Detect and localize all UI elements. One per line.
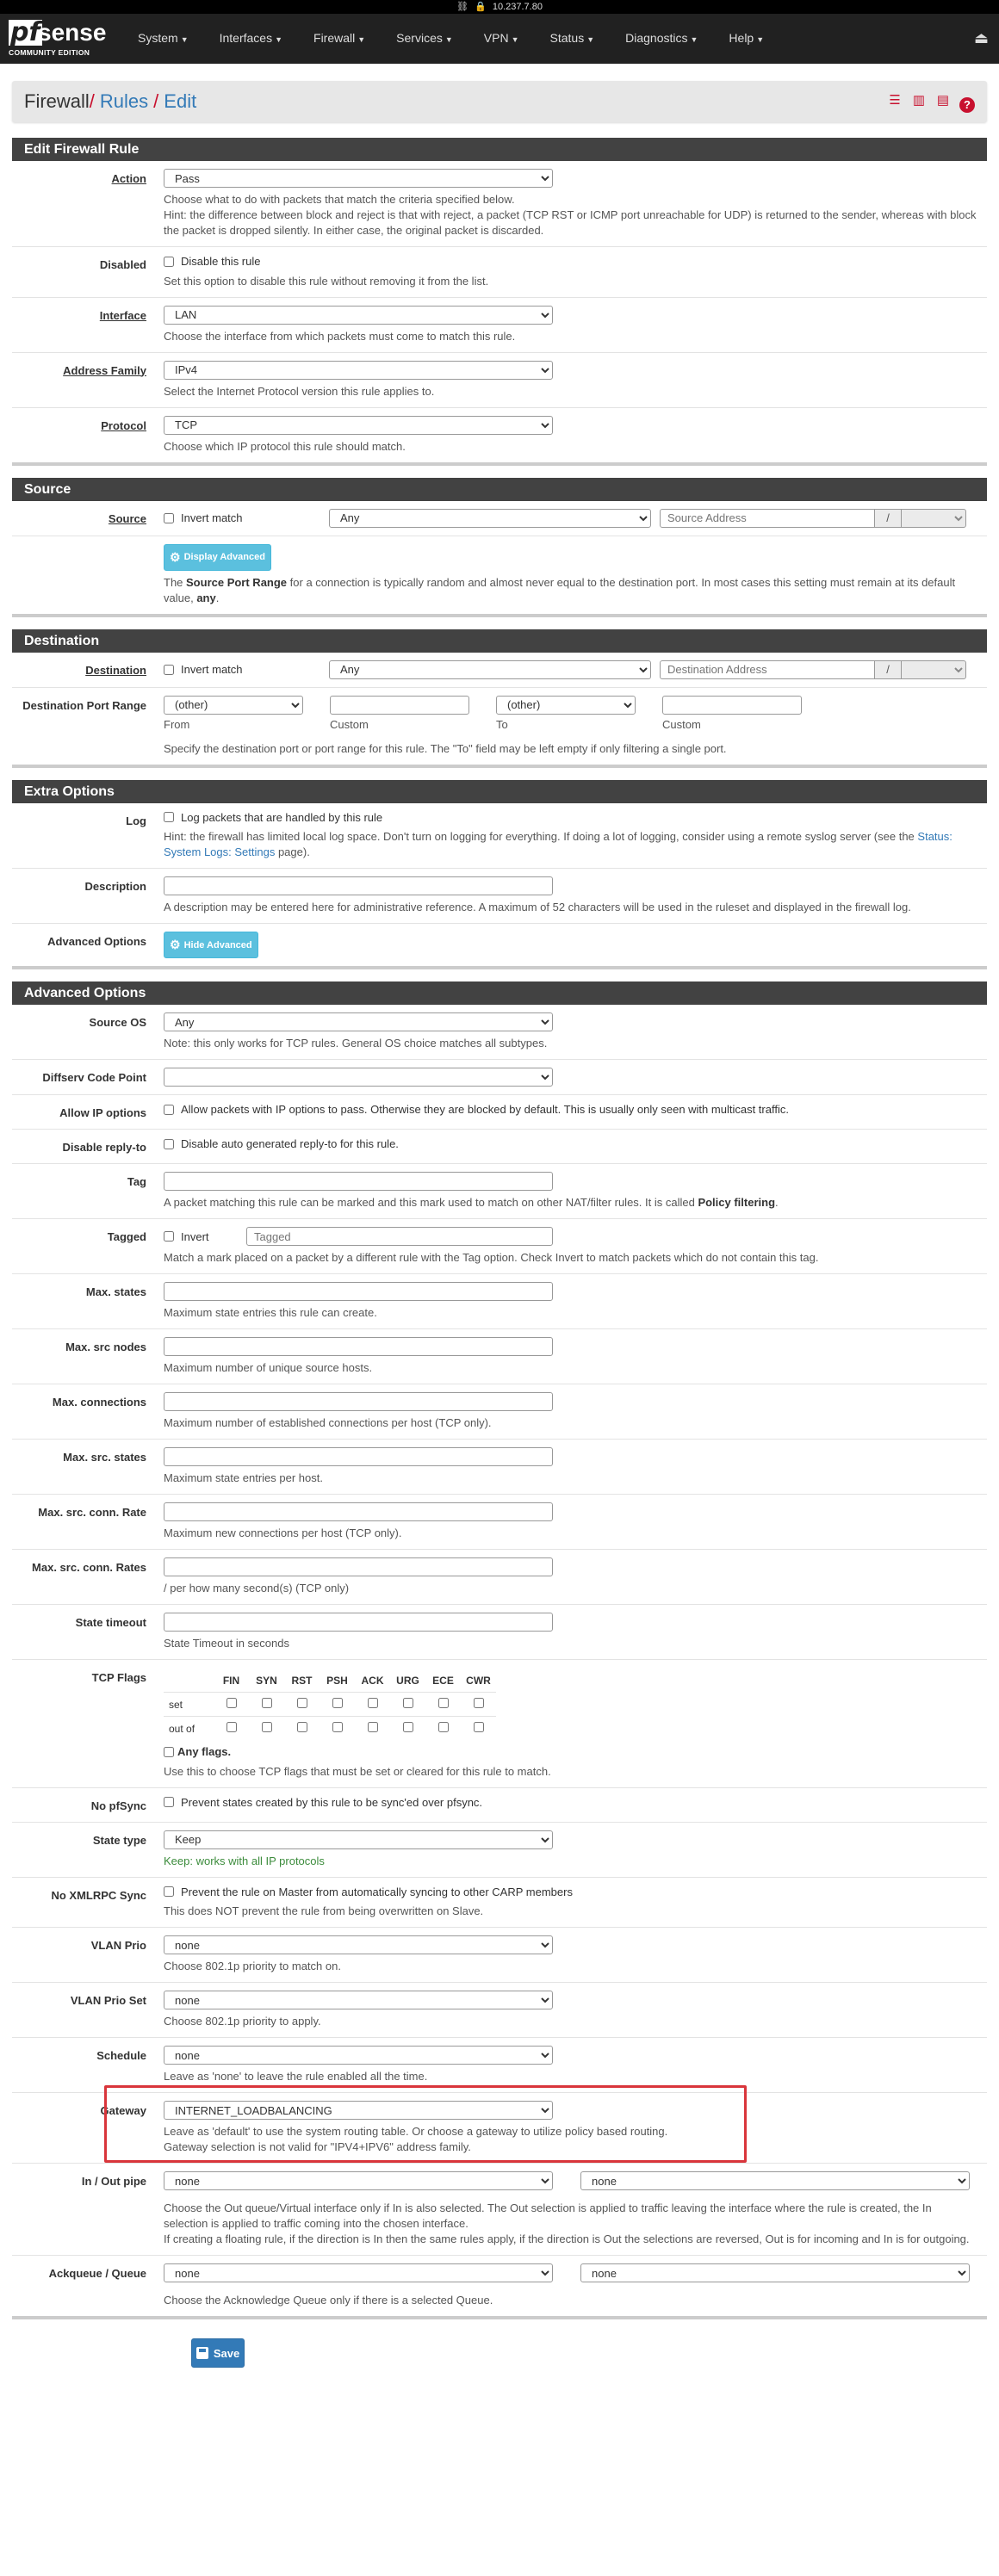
row-no-pfsync xyxy=(12,1788,987,1823)
tagged-help: Match a mark placed on a packet by a different rule with the Tag option. Check Invert to match packets which do not contain this tag. xyxy=(164,1251,819,1264)
vlan-prio-set-select[interactable] xyxy=(164,1991,553,2009)
destination-type-select[interactable] xyxy=(329,660,651,679)
main-menu xyxy=(122,13,779,65)
label-state-timeout: State timeout xyxy=(75,1616,146,1629)
lock-icon: 🔒 xyxy=(475,2,487,12)
display-advanced-button[interactable] xyxy=(164,544,271,571)
panel-heading-extra: Extra Options xyxy=(12,780,987,803)
port-from-custom-input[interactable] xyxy=(330,696,469,715)
any-flags-text: Any flags. xyxy=(177,1745,232,1758)
schedule-help: Leave as 'none' to leave the rule enabled all the time. xyxy=(164,2070,428,2083)
logo-edition: COMMUNITY EDITION xyxy=(9,48,90,57)
save-button[interactable] xyxy=(191,2338,245,2368)
row-state-type xyxy=(12,1823,987,1878)
row-tcp-flags xyxy=(12,1660,987,1788)
label-max-src-nodes: Max. src nodes xyxy=(65,1341,146,1353)
row-max-states xyxy=(12,1274,987,1329)
row-source-advanced xyxy=(12,536,987,614)
ackqueue-help: Choose the Acknowledge Queue only if there is a selected Queue. xyxy=(164,2294,493,2307)
tcp-flags-set-label: set xyxy=(164,1693,214,1717)
row-max-src-conn-rate xyxy=(12,1495,987,1550)
panel-heading-source: Source xyxy=(12,478,987,501)
flag-outof-syn[interactable] xyxy=(262,1722,272,1732)
gateway-help-2: Gateway selection is not valid for "IPV4+IPV6" address family. xyxy=(164,2140,471,2153)
breadcrumb-separator: / xyxy=(153,90,159,112)
row-max-connections xyxy=(12,1384,987,1440)
state-timeout-input[interactable] xyxy=(164,1613,553,1632)
label-source-advanced-empty xyxy=(12,544,164,606)
action-help-1: Choose what to do with packets that match the criteria specified below. xyxy=(164,193,515,206)
source-help-b: Source Port Range xyxy=(186,575,288,589)
allow-ip-checkbox[interactable] xyxy=(164,1103,789,1116)
row-source xyxy=(12,501,987,536)
flag-psh-header: PSH xyxy=(326,1675,348,1687)
destination-mask-select[interactable] xyxy=(901,660,966,679)
row-in-out-pipe xyxy=(12,2164,987,2256)
source-address-input[interactable] xyxy=(660,509,875,528)
log-help xyxy=(164,829,978,860)
label-no-xmlrpc: No XMLRPC Sync xyxy=(51,1888,146,1902)
breadcrumb-icons xyxy=(887,93,975,113)
flag-fin-header: FIN xyxy=(222,1675,240,1687)
menu-system-label: System xyxy=(138,31,178,45)
flag-outof-psh[interactable] xyxy=(332,1722,343,1732)
save-label: Save xyxy=(213,2346,240,2360)
max-connections-help: Maximum number of established connections per host (TCP only). xyxy=(164,1416,492,1429)
label-tagged: Tagged xyxy=(107,1230,146,1243)
row-description xyxy=(12,869,987,924)
caret-down-icon: ▼ xyxy=(357,35,366,44)
max-states-input[interactable] xyxy=(164,1282,553,1301)
label-disable-reply: Disable reply-to xyxy=(62,1141,146,1154)
max-src-conn-rates-input[interactable] xyxy=(164,1557,553,1576)
flag-cwr-header: CWR xyxy=(466,1675,491,1687)
caret-down-icon: ▼ xyxy=(690,35,698,44)
max-src-nodes-input[interactable] xyxy=(164,1337,553,1356)
source-os-help: Note: this only works for TCP rules. General OS choice matches all subtypes. xyxy=(164,1037,548,1050)
row-state-timeout xyxy=(12,1605,987,1660)
caret-down-icon: ▼ xyxy=(511,35,519,44)
flag-outof-cwr[interactable] xyxy=(474,1722,484,1732)
flag-outof-ack[interactable] xyxy=(368,1722,378,1732)
log-input[interactable] xyxy=(164,812,174,822)
max-src-conn-rate-help: Maximum new connections per host (TCP only). xyxy=(164,1526,402,1539)
source-help-e: . xyxy=(215,591,220,604)
interface-select[interactable] xyxy=(164,306,553,325)
destination-invert-text: Invert match xyxy=(181,663,243,676)
flag-outof-urg[interactable] xyxy=(403,1722,413,1732)
menu-interfaces-label: Interfaces xyxy=(219,31,273,45)
row-max-src-states xyxy=(12,1440,987,1495)
port-to-label: To xyxy=(496,717,508,731)
flag-outof-fin[interactable] xyxy=(226,1722,237,1732)
any-flags-input[interactable] xyxy=(164,1747,174,1757)
row-tagged xyxy=(12,1219,987,1274)
no-xmlrpc-help: This does NOT prevent the rule from being overwritten on Slave. xyxy=(164,1904,484,1917)
tcp-flags-corner xyxy=(164,1669,214,1693)
url-bar xyxy=(0,0,999,14)
flag-set-rst[interactable] xyxy=(297,1698,307,1708)
flag-ack-header: ACK xyxy=(361,1675,384,1687)
pipe-help-1: Choose the Out queue/Virtual interface only if In is also selected. The Out selection is applied to traffic leaving the interface where the rule is created, the In selection is applied to traffic coming into the chosen interface. xyxy=(164,2201,932,2230)
destination-slash: / xyxy=(875,660,901,679)
port-from-label: From xyxy=(164,717,190,731)
max-src-conn-rate-input[interactable] xyxy=(164,1502,553,1521)
disable-reply-input[interactable] xyxy=(164,1139,174,1149)
flag-urg-header: URG xyxy=(396,1675,419,1687)
ackqueue-select[interactable] xyxy=(164,2263,553,2282)
tcp-flags-outof-label: out of xyxy=(164,1717,214,1741)
row-max-src-nodes xyxy=(12,1329,987,1384)
label-source: Source xyxy=(108,511,146,525)
any-flags-checkbox[interactable] xyxy=(164,1745,231,1758)
label-destination: Destination xyxy=(85,663,146,677)
source-invert-checkbox[interactable] xyxy=(164,511,329,524)
save-icon xyxy=(196,2347,208,2359)
source-help-c: for a connection is typically random and almost never equal to the destination port. In most cases this setting must remain at its default value, xyxy=(164,575,956,604)
syslog-settings-link[interactable]: Status: System Logs: Settings xyxy=(164,830,952,858)
source-port-help xyxy=(164,575,978,606)
flag-syn-header: SYN xyxy=(256,1675,277,1687)
breadcrumb-separator: / xyxy=(89,90,95,112)
label-diffserv: Diffserv Code Point xyxy=(42,1071,146,1084)
schedule-select[interactable] xyxy=(164,2046,553,2065)
row-advanced-options xyxy=(12,924,987,966)
destination-address-input[interactable] xyxy=(660,660,875,679)
max-states-help: Maximum state entries this rule can create. xyxy=(164,1306,377,1319)
disable-rule-text: Disable this rule xyxy=(181,255,261,268)
menu-status[interactable] xyxy=(535,13,611,65)
tagged-input[interactable] xyxy=(246,1227,553,1246)
label-schedule: Schedule xyxy=(96,2049,146,2062)
tag-help-c: . xyxy=(775,1196,779,1209)
flag-set-syn[interactable] xyxy=(262,1698,272,1708)
menu-vpn-label: VPN xyxy=(483,31,509,45)
source-type-select[interactable] xyxy=(329,509,651,528)
label-interface: Interface xyxy=(99,308,146,322)
logout-icon[interactable]: ⏏ xyxy=(973,29,989,46)
tcp-flags-table xyxy=(164,1669,496,1740)
out-pipe-select[interactable] xyxy=(580,2171,970,2190)
tcp-flags-outof-row xyxy=(164,1717,496,1741)
breadcrumb xyxy=(12,81,987,122)
action-help-2: Hint: the difference between block and reject is that with reject, a packet (TCP RST or ICMP port unreachable for UDP) is returned to the sender, whereas with block the packet is dropped silently. In either case, the original packet is discarded. xyxy=(164,208,977,237)
log-help-a: Hint: the firewall has limited local log space. Don't turn on logging for everything. If doing a lot of logging, consider using a remote syslog server (see the xyxy=(164,830,918,843)
menu-system[interactable] xyxy=(122,13,204,65)
flag-set-cwr[interactable] xyxy=(474,1698,484,1708)
label-no-pfsync: No pfSync xyxy=(90,1799,146,1812)
port-from-select[interactable] xyxy=(164,696,303,715)
label-max-states: Max. states xyxy=(85,1285,146,1298)
label-max-src-states: Max. src. states xyxy=(63,1451,146,1464)
max-src-conn-rates-help: / per how many second(s) (TCP only) xyxy=(164,1582,350,1595)
vlan-prio-help: Choose 802.1p priority to match on. xyxy=(164,1960,341,1972)
menu-services[interactable] xyxy=(381,13,468,65)
flag-set-fin[interactable] xyxy=(226,1698,237,1708)
caret-down-icon: ▼ xyxy=(586,35,595,44)
row-destination xyxy=(12,653,987,688)
label-state-type: State type xyxy=(92,1833,146,1847)
log-checkbox[interactable] xyxy=(164,811,382,824)
allow-ip-text: Allow packets with IP options to pass. Otherwise they are blocked by default. This is usually only seen with multicast traffic. xyxy=(181,1103,789,1116)
gateway-select[interactable] xyxy=(164,2101,553,2120)
row-no-xmlrpc xyxy=(12,1878,987,1929)
family-help: Select the Internet Protocol version this rule applies to. xyxy=(164,384,435,398)
port-to-custom-label: Custom xyxy=(662,717,701,731)
row-diffserv xyxy=(12,1060,987,1095)
chart-icon[interactable]: ▥ xyxy=(912,93,926,108)
label-log: Log xyxy=(126,814,146,827)
source-invert-input[interactable] xyxy=(164,513,174,523)
row-max-src-conn-rates xyxy=(12,1550,987,1605)
row-schedule xyxy=(12,2038,987,2093)
tag-help-b: Policy filtering xyxy=(698,1196,776,1209)
no-pfsync-input[interactable] xyxy=(164,1797,174,1807)
row-protocol xyxy=(12,408,987,462)
tcp-flags-help: Use this to choose TCP flags that must be set or cleared for this rule to match. xyxy=(164,1764,551,1778)
vlan-prio-select[interactable] xyxy=(164,1935,553,1954)
interface-help: Choose the interface from which packets must come to match this rule. xyxy=(164,329,516,343)
label-ackqueue: Ackqueue / Queue xyxy=(48,2267,146,2280)
flag-set-ack[interactable] xyxy=(368,1698,378,1708)
menu-firewall[interactable] xyxy=(298,13,381,65)
disabled-help: Set this option to disable this rule without removing it from the list. xyxy=(164,274,489,288)
label-source-os: Source OS xyxy=(89,1016,146,1029)
label-protocol: Protocol xyxy=(101,418,146,432)
port-from-custom-label: Custom xyxy=(330,717,369,731)
sliders-icon[interactable]: ☰ xyxy=(889,93,901,108)
state-timeout-help: State Timeout in seconds xyxy=(164,1637,289,1650)
row-gateway xyxy=(12,2093,987,2164)
list-icon[interactable]: ▤ xyxy=(936,93,950,108)
label-destination-port: Destination Port Range xyxy=(22,698,146,712)
max-src-states-input[interactable] xyxy=(164,1447,553,1466)
label-action: Action xyxy=(111,172,146,185)
tagged-invert-text: Invert xyxy=(181,1229,209,1243)
caret-down-icon: ▼ xyxy=(444,35,453,44)
max-src-states-help: Maximum state entries per host. xyxy=(164,1471,323,1484)
row-vlan-prio xyxy=(12,1928,987,1983)
in-pipe-select[interactable] xyxy=(164,2171,553,2190)
menu-firewall-label: Firewall xyxy=(313,31,356,45)
menu-diagnostics-label: Diagnostics xyxy=(625,31,688,45)
protocol-help: Choose which IP protocol this rule should match. xyxy=(164,439,406,453)
row-disable-reply xyxy=(12,1130,987,1164)
flag-ece-header: ECE xyxy=(432,1675,454,1687)
destination-port-help: Specify the destination port or port range for this rule. The "To" field may be left empty if only filtering a single port. xyxy=(164,741,727,755)
port-to-select[interactable] xyxy=(496,696,636,715)
menu-diagnostics[interactable] xyxy=(610,13,713,65)
disable-reply-checkbox[interactable] xyxy=(164,1137,399,1150)
disable-rule-checkbox[interactable] xyxy=(164,255,261,268)
row-source-os xyxy=(12,1005,987,1060)
menu-services-label: Services xyxy=(396,31,443,45)
menu-help[interactable] xyxy=(713,13,779,65)
max-src-nodes-help: Maximum number of unique source hosts. xyxy=(164,1361,373,1374)
label-vlan-prio: VLAN Prio xyxy=(90,1939,146,1952)
link-icon: ⛓ xyxy=(456,2,468,12)
logo-pf: pf xyxy=(10,17,40,47)
panel-edit-rule xyxy=(12,138,987,466)
panel-extra xyxy=(12,780,987,970)
queue-select[interactable] xyxy=(580,2263,970,2282)
label-max-src-conn-rate: Max. src. conn. Rate xyxy=(38,1506,146,1519)
hide-advanced-button[interactable] xyxy=(164,932,258,958)
description-help: A description may be entered here for administrative reference. A maximum of 52 characters will be used in the ruleset and displayed in the firewall log. xyxy=(164,901,911,913)
label-address-family: Address Family xyxy=(63,363,146,377)
navbar xyxy=(0,14,999,64)
panel-destination xyxy=(12,629,987,768)
flag-set-ece[interactable] xyxy=(438,1698,449,1708)
label-description: Description xyxy=(84,880,146,893)
flag-set-psh[interactable] xyxy=(332,1698,343,1708)
row-tag xyxy=(12,1164,987,1219)
gateway-help-1: Leave as 'default' to use the system routing table. Or choose a gateway to utilize policy based routing. xyxy=(164,2125,668,2138)
flag-outof-ece[interactable] xyxy=(438,1722,449,1732)
tagged-invert-checkbox[interactable] xyxy=(164,1230,246,1243)
panel-advanced xyxy=(12,981,987,2319)
no-xmlrpc-text: Prevent the rule on Master from automatically syncing to other CARP members xyxy=(181,1885,573,1898)
flag-outof-rst[interactable] xyxy=(297,1722,307,1732)
row-vlan-prio-set xyxy=(12,1983,987,2038)
label-advanced-options: Advanced Options xyxy=(47,935,146,948)
no-pfsync-text: Prevent states created by this rule to be sync'ed over pfsync. xyxy=(181,1795,483,1809)
row-destination-port xyxy=(12,688,987,765)
label-max-connections: Max. connections xyxy=(52,1396,146,1409)
row-allow-ip xyxy=(12,1095,987,1130)
label-gateway: Gateway xyxy=(100,2104,146,2117)
tag-help xyxy=(164,1195,978,1211)
display-advanced-label: Display Advanced xyxy=(183,552,265,562)
state-type-help: Keep: works with all IP protocols xyxy=(164,1854,325,1867)
allow-ip-input[interactable] xyxy=(164,1105,174,1115)
no-pfsync-checkbox[interactable] xyxy=(164,1796,482,1809)
menu-vpn[interactable] xyxy=(468,13,535,65)
label-vlan-prio-set: VLAN Prio Set xyxy=(70,1994,146,2007)
logo-sense: sense xyxy=(38,19,107,46)
description-input[interactable] xyxy=(164,876,553,895)
flag-rst-header: RST xyxy=(291,1675,313,1687)
source-help-a: The xyxy=(164,575,187,589)
caret-down-icon: ▼ xyxy=(180,35,189,44)
no-xmlrpc-input[interactable] xyxy=(164,1886,174,1897)
source-help-d: any xyxy=(196,591,216,604)
menu-help-label: Help xyxy=(729,31,754,45)
menu-status-label: Status xyxy=(549,31,585,45)
breadcrumb-firewall: Firewall xyxy=(24,90,90,112)
row-disabled xyxy=(12,247,987,298)
label-disabled: Disabled xyxy=(99,258,146,271)
caret-down-icon: ▼ xyxy=(756,35,765,44)
source-mask-select[interactable] xyxy=(901,509,966,528)
protocol-select[interactable] xyxy=(164,416,553,435)
row-action xyxy=(12,161,987,247)
log-help-b: page). xyxy=(275,845,310,858)
row-log xyxy=(12,803,987,870)
pfsense-logo[interactable] xyxy=(9,17,107,59)
tcp-flags-set-row xyxy=(164,1693,496,1717)
panel-heading-destination: Destination xyxy=(12,629,987,653)
action-select[interactable] xyxy=(164,169,553,188)
max-connections-input[interactable] xyxy=(164,1392,553,1411)
flag-set-urg[interactable] xyxy=(403,1698,413,1708)
source-invert-text: Invert match xyxy=(181,511,243,524)
label-tag: Tag xyxy=(127,1175,146,1188)
panel-heading-edit: Edit Firewall Rule xyxy=(12,138,987,161)
url-text: 10.237.7.80 xyxy=(492,2,543,12)
panel-heading-advanced: Advanced Options xyxy=(12,981,987,1005)
state-type-select[interactable] xyxy=(164,1830,553,1849)
label-in-out-pipe: In / Out pipe xyxy=(81,2175,146,2188)
tag-help-a: A packet matching this rule can be marked and this mark used to match on other NAT/filter rules. It is called xyxy=(164,1196,698,1209)
panel-source xyxy=(12,478,987,617)
port-to-custom-input[interactable] xyxy=(662,696,802,715)
pipe-help-2: If creating a floating rule, if the direction is In then the same rules apply, if the direction is Out the selections are reversed, Out is for incoming and In is for outgoing. xyxy=(164,2232,970,2245)
menu-interfaces[interactable] xyxy=(204,13,298,65)
help-icon[interactable]: ? xyxy=(959,97,975,113)
breadcrumb-rules-link[interactable]: Rules xyxy=(99,90,149,112)
row-ackqueue xyxy=(12,2256,987,2316)
diffserv-select[interactable] xyxy=(164,1068,553,1087)
tcp-flags-header-row xyxy=(164,1669,496,1693)
disable-reply-text: Disable auto generated reply-to for this rule. xyxy=(181,1137,399,1150)
label-tcp-flags: TCP Flags xyxy=(91,1671,146,1684)
source-slash: / xyxy=(875,509,901,528)
tagged-invert-input[interactable] xyxy=(164,1231,174,1242)
destination-invert-input[interactable] xyxy=(164,665,174,675)
row-address-family xyxy=(12,353,987,408)
disable-rule-input[interactable] xyxy=(164,257,174,267)
log-text: Log packets that are handled by this rule xyxy=(181,810,383,824)
label-max-src-conn-rates: Max. src. conn. Rates xyxy=(32,1561,146,1574)
breadcrumb-edit-link[interactable]: Edit xyxy=(164,90,197,112)
label-allow-ip: Allow IP options xyxy=(59,1106,146,1119)
source-os-select[interactable] xyxy=(164,1012,553,1031)
destination-invert-checkbox[interactable] xyxy=(164,663,329,676)
caret-down-icon: ▼ xyxy=(275,35,283,44)
hide-advanced-label: Hide Advanced xyxy=(183,939,252,951)
address-family-select[interactable] xyxy=(164,361,553,380)
vlan-prio-set-help: Choose 802.1p priority to apply. xyxy=(164,2015,321,2028)
gear-icon: ⚙ xyxy=(170,938,181,951)
no-xmlrpc-checkbox[interactable] xyxy=(164,1886,573,1898)
row-interface xyxy=(12,298,987,353)
gear-icon: ⚙ xyxy=(170,549,181,564)
tag-input[interactable] xyxy=(164,1172,553,1191)
